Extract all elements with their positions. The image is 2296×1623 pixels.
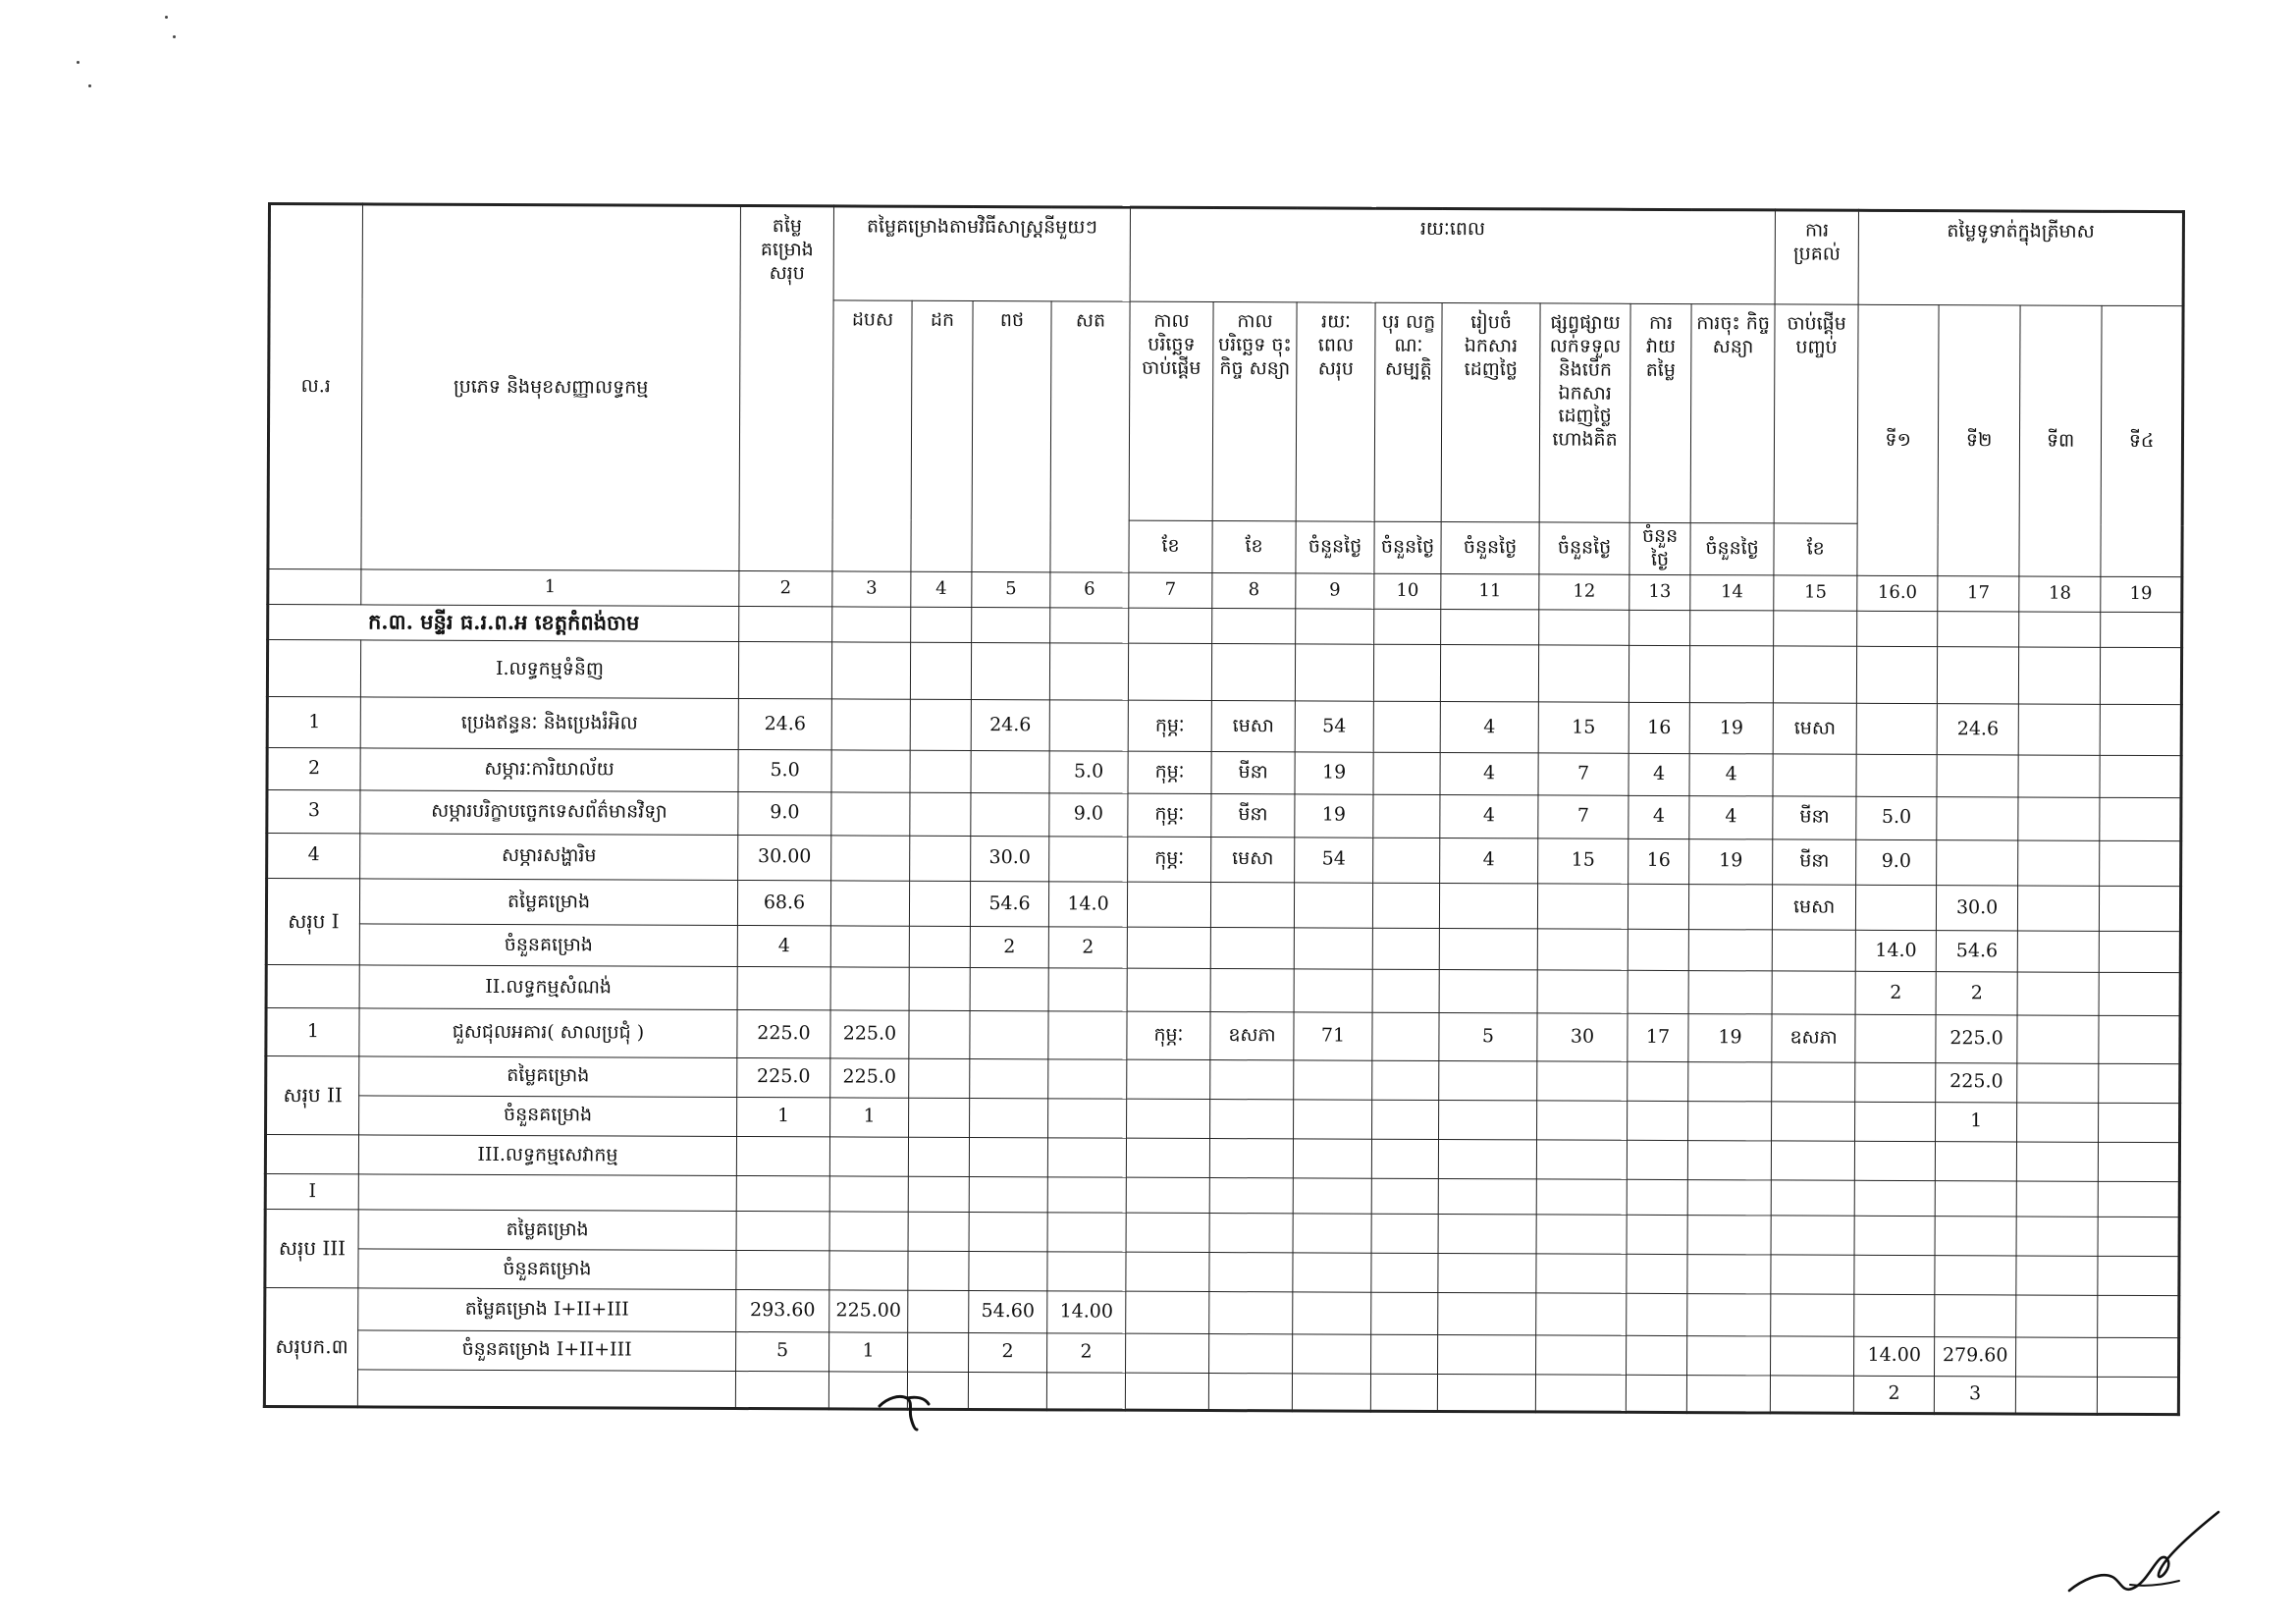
- row-delivery: [1773, 754, 1856, 795]
- scan-speck: [77, 61, 80, 64]
- grand-total-label: សរុបក.៣: [264, 1288, 358, 1407]
- unit-month: ខែ: [1774, 523, 1857, 575]
- scan-speck: [165, 16, 168, 19]
- row-src4: 5.0: [1049, 751, 1128, 792]
- sum-src1: 1: [830, 1098, 909, 1137]
- group-works-label: II.លទ្ធកម្មសំណង់: [359, 965, 737, 1010]
- row-prep: 4: [1440, 838, 1538, 884]
- sum-src3: 54.6: [970, 881, 1048, 926]
- column-number: 1: [361, 569, 739, 607]
- sum-q2: 1: [1936, 1102, 2017, 1141]
- count-label: ចំនួនគម្រោង: [359, 1096, 737, 1137]
- unit-days: ចំនួនថ្ងៃ: [1441, 522, 1539, 574]
- table-row: [267, 833, 2181, 886]
- row-start: កុម្ភៈ: [1128, 752, 1211, 793]
- row-q1: [1856, 755, 1937, 796]
- column-number: 5: [972, 571, 1050, 607]
- row-q2: [1937, 839, 2018, 886]
- row-duration: 19: [1295, 752, 1373, 793]
- row-delivery: មីនា: [1773, 796, 1856, 840]
- grand-total: 293.60: [736, 1290, 829, 1332]
- sum-src1: 225.0: [830, 1057, 909, 1097]
- row-contract: 4: [1689, 754, 1773, 795]
- section-title: ក.៣. មន្ទីរ ធ.រ.ព.អ ខេត្តកំពង់ចាម: [268, 604, 739, 641]
- sum2-label: សរុប II: [266, 1055, 359, 1135]
- row-src1: [831, 792, 910, 836]
- column-number: 16.0: [1857, 575, 1938, 611]
- row-q1: 9.0: [1856, 839, 1937, 885]
- header-duration: រយៈពេល: [1130, 207, 1776, 304]
- column-number: 10: [1374, 573, 1441, 609]
- row-eval: 17: [1628, 1014, 1688, 1061]
- row-src1: 225.0: [830, 1010, 909, 1058]
- row-src3: 30.0: [971, 836, 1049, 881]
- count-all-label: ចំនួនគម្រោង I+II+III: [358, 1329, 736, 1371]
- header-q2: ទី២: [1938, 305, 2020, 576]
- row-src2: [910, 751, 971, 792]
- row-description: សម្ភារសង្ហារិម: [360, 834, 738, 881]
- row-eval: 16: [1629, 839, 1689, 884]
- row-duration: 54: [1295, 701, 1373, 753]
- sum-q1: 14.0: [1855, 930, 1936, 971]
- row-q4: [2100, 756, 2181, 797]
- row-no: I: [265, 1173, 358, 1210]
- row-q1: [1856, 704, 1937, 756]
- grand-src3: 54.60: [969, 1291, 1047, 1332]
- row-contract: 19: [1689, 703, 1773, 755]
- signature: [2061, 1502, 2228, 1610]
- row-q4: [2100, 797, 2181, 841]
- unit-month: ខែ: [1129, 520, 1212, 572]
- row-q3: [2018, 704, 2100, 756]
- sum3-label: សរុប III: [265, 1210, 358, 1289]
- header-description: ប្រភេទ និងមុខសញ្ញាលទ្ធកម្ម: [361, 204, 741, 570]
- column-number: 7: [1129, 572, 1212, 608]
- column-number: 14: [1690, 574, 1774, 610]
- row-no: 4: [267, 833, 360, 879]
- row-duration: 71: [1294, 1012, 1372, 1060]
- sum-total: 68.6: [737, 880, 830, 926]
- unit-month: ខែ: [1212, 521, 1296, 573]
- count-label: ចំនួនគម្រោង: [359, 924, 737, 967]
- row-description: សម្ភារបរិក្ខាបច្ចេកទេសព័ត៌មានវិទ្យា: [360, 790, 738, 836]
- sum-total: 225.0: [737, 1057, 830, 1098]
- column-number: 17: [1938, 575, 2019, 611]
- column-number: 8: [1212, 572, 1296, 608]
- column-number: [268, 568, 361, 605]
- grand-src1: 225.00: [829, 1290, 908, 1331]
- column-number: 19: [2101, 576, 2182, 612]
- row-total: 30.00: [738, 835, 831, 881]
- row-adv: 7: [1538, 795, 1629, 839]
- row-qual: [1373, 702, 1440, 753]
- header-qualification: បុរ លក្ខ ណៈ សម្បត្តិ: [1374, 303, 1442, 522]
- header-evaluation: ការ វាយ តម្លៃ: [1629, 304, 1691, 523]
- header-delivery-period: ចាប់ផ្តើម បញ្ចប់: [1774, 304, 1858, 523]
- sum-total: 4: [737, 926, 830, 968]
- unit-days: ចំនួនថ្ងៃ: [1374, 521, 1441, 573]
- row-prep: 4: [1440, 753, 1538, 795]
- row-q3: [2018, 797, 2100, 841]
- grand-src4: 14.00: [1047, 1291, 1126, 1332]
- sum-src3: 2: [970, 927, 1048, 968]
- column-number: 4: [911, 571, 972, 607]
- row-src3: [971, 792, 1049, 836]
- unit-days: ចំនួនថ្ងៃ: [1690, 523, 1774, 575]
- sum-q2-count: 2: [1936, 972, 2017, 1016]
- row-eval: 4: [1629, 795, 1689, 839]
- row-delivery: មីនា: [1773, 839, 1856, 886]
- grand-src3: 2: [969, 1332, 1047, 1372]
- row-start: កុម្ភៈ: [1128, 793, 1211, 838]
- row-q3: [2018, 840, 2100, 887]
- row-adv: 7: [1538, 753, 1629, 795]
- header-src-4: សត: [1050, 301, 1130, 572]
- row-no: 1: [266, 1008, 359, 1056]
- scan-speck: [173, 35, 176, 38]
- header-src-2: ដក: [911, 301, 973, 572]
- row-start: កុម្ភៈ: [1128, 837, 1211, 883]
- sum-q1-count: 2: [1855, 972, 1936, 1015]
- header-start-date: កាល បរិច្ឆេទ ចាប់ផ្តើម: [1129, 302, 1213, 521]
- sum-total: 1: [737, 1097, 830, 1137]
- column-number: 3: [832, 571, 911, 607]
- row-duration: 54: [1295, 838, 1373, 883]
- group-goods-label: I.លទ្ធកម្មទំនិញ: [360, 640, 738, 699]
- grand-q1: 14.00: [1854, 1336, 1935, 1376]
- sum-delivery: មេសា: [1773, 885, 1856, 931]
- row-qual: [1373, 753, 1440, 794]
- unit-days: ចំនួនថ្ងៃ: [1539, 522, 1629, 574]
- header-q4: ទី៤: [2101, 306, 2183, 577]
- cost-all-label: តម្លៃគម្រោង I+II+III: [358, 1288, 736, 1331]
- row-total: 24.6: [738, 699, 831, 751]
- header-contract-signing: ការចុះ កិច្ចសន្យា: [1690, 304, 1775, 523]
- column-number: 9: [1296, 573, 1374, 609]
- count-label: ចំនួនគម្រោង: [358, 1249, 736, 1290]
- column-number: 12: [1539, 574, 1629, 611]
- column-number: 13: [1629, 574, 1690, 610]
- header-sign-date: កាល បរិច្ឆេទ ចុះកិច្ច សន្យា: [1212, 302, 1297, 521]
- row-src2: [910, 836, 971, 881]
- row-sign: មេសា: [1211, 701, 1295, 753]
- row-q4: [2100, 840, 2181, 887]
- row-q1: 5.0: [1856, 796, 1937, 839]
- row-q2: 225.0: [1936, 1015, 2017, 1063]
- table-row: [267, 697, 2181, 756]
- row-total: 9.0: [738, 791, 831, 836]
- row-duration: 19: [1295, 794, 1373, 838]
- row-qual: [1373, 838, 1440, 883]
- row-start: កុម្ភៈ: [1128, 700, 1211, 752]
- sum-row: [266, 878, 2180, 931]
- scan-speck: [88, 84, 91, 87]
- header-q1: ទី១: [1857, 305, 1939, 576]
- column-number: 15: [1774, 575, 1857, 611]
- row-no: 1: [267, 697, 360, 749]
- row-description: ជួសជុលអគារ( សាលប្រជុំ ): [359, 1008, 737, 1057]
- grand-total: 5: [736, 1331, 829, 1372]
- header-no: ល.រ: [268, 204, 363, 569]
- row-prep: 5: [1439, 1013, 1537, 1061]
- row-total: 225.0: [737, 1010, 830, 1058]
- row-sign: ឧសភា: [1210, 1012, 1294, 1060]
- procurement-plan-table: [263, 202, 2185, 1416]
- sum-src4: 14.0: [1048, 882, 1127, 927]
- row-q2: [1937, 755, 2018, 796]
- header-bid-preparation: រៀបចំ ឯកសារ ដេញថ្លៃ: [1441, 303, 1540, 522]
- sum-q2: 225.0: [1936, 1062, 2017, 1102]
- row-q3: [2018, 755, 2100, 796]
- row-prep: 4: [1440, 794, 1538, 839]
- header-total-cost: តម្លៃ គម្រោង សរុប: [739, 206, 834, 571]
- group-services-label: III.លទ្ធកម្មសេវាកម្ម: [358, 1135, 736, 1176]
- row-src3: [971, 751, 1049, 792]
- row-q2: [1937, 796, 2018, 840]
- header-by-source: តម្លៃគម្រោងតាមវិធីសាស្ត្រនីមួយៗ: [833, 206, 1130, 302]
- grand-q2-count: 3: [1934, 1376, 2015, 1414]
- column-number: 6: [1050, 572, 1129, 608]
- header-q3: ទី៣: [2019, 305, 2102, 576]
- row-adv: 30: [1537, 1013, 1628, 1061]
- cost-label: តម្លៃគម្រោង: [359, 879, 737, 926]
- row-start: កុម្ភៈ: [1127, 1012, 1210, 1060]
- row-adv: 15: [1538, 839, 1629, 885]
- column-number: 2: [739, 570, 832, 607]
- row-src4: [1049, 700, 1128, 752]
- row-no: 2: [267, 748, 360, 790]
- header-src-3: ពថ: [972, 301, 1051, 572]
- row-sign: មីនា: [1211, 752, 1295, 793]
- sum-q2: 54.6: [1936, 931, 2017, 972]
- row-eval: 4: [1629, 754, 1689, 795]
- row-q2: 24.6: [1937, 704, 2018, 756]
- row-src2: [910, 792, 971, 836]
- row-src1: [831, 699, 910, 751]
- row-contract: 4: [1689, 795, 1773, 839]
- row-delivery: ឧសភា: [1772, 1014, 1855, 1062]
- column-number: 11: [1441, 573, 1539, 610]
- unit-days: ចំនួនថ្ងៃ: [1296, 521, 1374, 573]
- header-total-duration: រយៈ ពេល សរុប: [1296, 302, 1375, 521]
- row-src2: [910, 700, 971, 751]
- grand-total-row: [264, 1369, 2178, 1414]
- cost-label: តម្លៃគម្រោង: [359, 1055, 737, 1097]
- table-row: [266, 1008, 2180, 1063]
- row-description: សម្ភារៈការិយាល័យ: [360, 748, 738, 791]
- row-src3: 24.6: [971, 700, 1049, 752]
- unit-days: ចំនួនថ្ងៃ: [1629, 522, 1690, 574]
- header-delivery: ការ ប្រគល់: [1775, 210, 1858, 305]
- row-eval: 16: [1629, 703, 1689, 754]
- row-q4: [2100, 705, 2181, 757]
- row-sign: មេសា: [1211, 837, 1295, 883]
- sum1-label: សរុប I: [266, 878, 359, 965]
- grand-src1: 1: [829, 1331, 908, 1371]
- header-src-1: ដបស: [832, 300, 912, 571]
- handwritten-page-mark: [874, 1384, 933, 1434]
- cost-label: តម្លៃគម្រោង: [358, 1210, 736, 1251]
- row-contract: 19: [1689, 839, 1773, 885]
- row-no: 3: [267, 789, 360, 834]
- row-sign: មីនា: [1211, 793, 1295, 838]
- row-src1: [831, 836, 910, 881]
- grand-src4: 2: [1047, 1332, 1126, 1372]
- row-qual: [1373, 794, 1440, 838]
- column-number: 18: [2019, 576, 2101, 612]
- grand-q2: 279.60: [1935, 1336, 2016, 1376]
- header-bid-advertising: ផ្សព្វផ្សាយ លក់ទទួល និងបើក ឯកសារ ដេញថ្លៃ ហោងគិត: [1539, 303, 1630, 522]
- row-total: 5.0: [738, 750, 831, 792]
- sum-q2: 30.0: [1937, 886, 2018, 932]
- row-src4: 9.0: [1049, 792, 1128, 836]
- row-contract: 19: [1688, 1014, 1772, 1062]
- row-delivery: មេសា: [1773, 703, 1856, 755]
- row-src1: [831, 750, 910, 791]
- sum-src4: 2: [1048, 927, 1127, 968]
- header-quarterly: តម្លៃទូទាត់ក្នុងត្រីមាស: [1858, 210, 2183, 306]
- row-description: ប្រេងឥន្ធនៈ និងប្រេងរំអិល: [360, 697, 738, 750]
- grand-q1-count: 2: [1853, 1376, 1934, 1414]
- row-adv: 15: [1538, 702, 1629, 754]
- row-prep: 4: [1440, 702, 1538, 754]
- row-src4: [1049, 837, 1128, 882]
